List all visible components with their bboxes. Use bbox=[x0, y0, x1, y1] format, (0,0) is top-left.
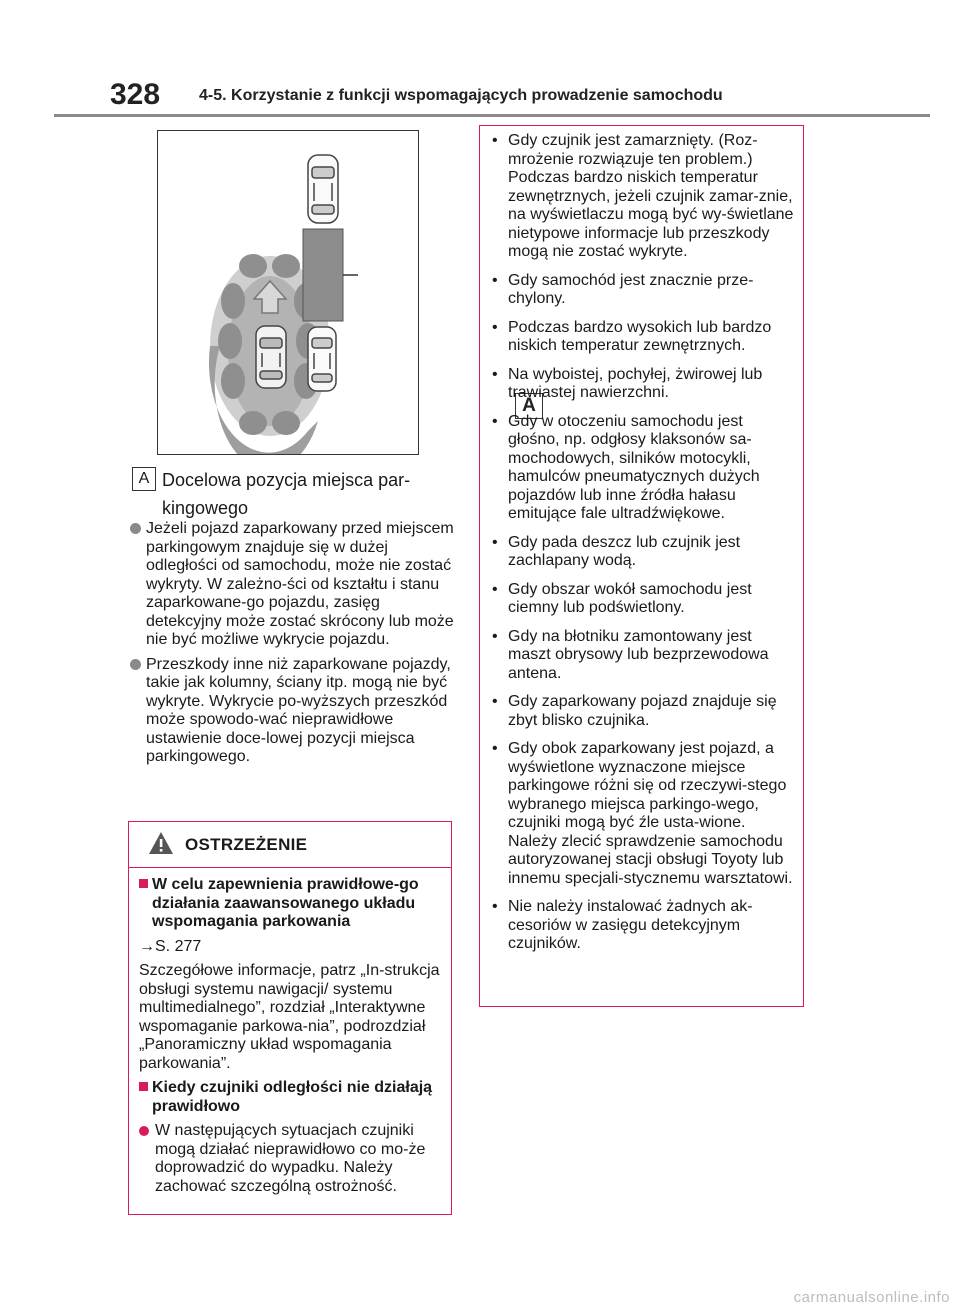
bullet-dot-icon bbox=[130, 523, 141, 534]
list-item: W następujących sytuacjach czujniki mogą działać nieprawidłowo co mo-że doprowadzić do wypadku. Należy zachować szczególną ostrożność. bbox=[139, 1122, 441, 1196]
warning-title: OSTRZEŻENIE bbox=[185, 835, 308, 854]
header-divider bbox=[54, 114, 930, 117]
figure-caption: Docelowa pozycja miejsca par-kingowego bbox=[162, 470, 411, 518]
left-bullet-list bbox=[130, 520, 455, 773]
caption-marker: A bbox=[132, 467, 156, 491]
list-item: • Gdy pada deszcz lub czujnik jest zachlapany wodą. bbox=[492, 533, 741, 569]
list-item: • Gdy czujnik jest zamarznięty. (Roz-mrożenie rozwiązuje ten problem.) Podczas bardzo niskich temperatur zewnętrznych, jeżeli czujnik zamar-znie, na wyświetlaczu mogą być wy-świetlane nietypowe informacje lub przeszkody mogą nie zostać wykryte. bbox=[492, 132, 794, 260]
parked-car-front bbox=[308, 155, 338, 223]
footer-watermark: carmanualsonline.info bbox=[793, 1289, 950, 1306]
warning-triangle-icon bbox=[147, 830, 175, 856]
page-header bbox=[0, 78, 960, 118]
list-item: Przeszkody inne niż zaparkowane pojazdy, takie jak kolumny, ściany itp. mogą nie być wykryte. Wykrycie po-wyższych przeszkód może spowodo-wać nieprawidłowe ustawienie doce-lowej pozycji miejsca parkingowego. bbox=[130, 656, 455, 767]
warning-paragraph: Szczegółowe informacje, patrz „In-strukcja obsługi systemu nawigacji/ systemu multimedialnego”, rozdział „Interaktywne wspomaganie parkowa-nia”, podrozdział „Panoramiczny układ wspomagania parkowania”. bbox=[139, 962, 440, 1072]
list-item: • Gdy w otoczeniu samochodu jest głośno, np. odgłosy klaksonów sa-mochodowych, silników motocykli, hamulców pneumatycznych dużych pojazdów lub inne źródła hałasu emitujące fale ultradźwiękowe. bbox=[492, 412, 760, 522]
page-number: 328 bbox=[110, 78, 161, 111]
list-item: • Na wyboistej, pochyłej, żwirowej lub trawiastej nawierzchni. bbox=[492, 365, 763, 401]
warning-section-heading: Kiedy czujniki odległości nie działają prawidłowo bbox=[139, 1079, 441, 1116]
list-item: • Gdy obszar wokół samochodu jest ciemny lub podświetlony. bbox=[492, 580, 752, 616]
list-item: • Gdy zaparkowany pojazd znajduje się zbyt blisko czujnika. bbox=[492, 693, 777, 729]
parking-sensor-figure bbox=[157, 130, 536, 455]
list-item: • Gdy obok zaparkowany jest pojazd, a wyświetlone wyznaczone miejsce parkingowe różni się od rzeczywi-stego wybranego miejsca parkingo-wego, czujniki mogą być źle usta-wione. Należy zlecić sprawdzenie samochodu autoryzowanej stacji obsługi Toyoty lub innemu specjali-stycznemu warsztatowi. bbox=[492, 740, 793, 887]
conditions-box bbox=[479, 125, 804, 1007]
bullet-dot-icon bbox=[130, 659, 141, 670]
bullet-dot-icon bbox=[139, 1126, 149, 1136]
conditions-list bbox=[480, 126, 803, 954]
page-reference: →S. 277 bbox=[139, 937, 202, 955]
chapter-title: 4-5. Korzystanie z funkcji wspomagających prowadzenie samochodu bbox=[199, 87, 723, 104]
figure-label-a: A bbox=[515, 393, 543, 419]
target-parking-space bbox=[303, 229, 343, 321]
list-item: Jeżeli pojazd zaparkowany przed miejscem parkingowym znajduje się w dużej odległości od samochodu, może nie zostać wykryty. W zależno-ści od kształtu i stanu zaparkowane-go pojazdu, zasięg detekcyjny może zostać skrócony lub może nie być możliwe wykrycie pojazdu. bbox=[130, 520, 455, 650]
parking-diagram bbox=[158, 131, 418, 454]
square-bullet-icon bbox=[139, 1082, 148, 1091]
list-item: • Gdy samochód jest znacznie prze-chylony. bbox=[492, 271, 754, 307]
list-item: • Podczas bardzo wysokich lub bardzo niskich temperatur zewnętrznych. bbox=[492, 318, 772, 354]
parked-car-rear bbox=[308, 327, 336, 391]
warning-header bbox=[129, 822, 451, 868]
square-bullet-icon bbox=[139, 879, 148, 888]
warning-box bbox=[128, 821, 452, 1215]
list-item: • Nie należy instalować żadnych ak-cesoriów w zasięgu detekcyjnym czujników. bbox=[492, 898, 753, 952]
warning-body bbox=[129, 868, 451, 1196]
list-item: • Gdy na błotniku zamontowany jest maszt obrysowy lub bezprzewodowa antena. bbox=[492, 627, 769, 682]
own-car bbox=[256, 326, 286, 388]
warning-section-heading: W celu zapewnienia prawidłowe-go działania zaawansowanego układu wspomagania parkowania bbox=[139, 876, 441, 932]
